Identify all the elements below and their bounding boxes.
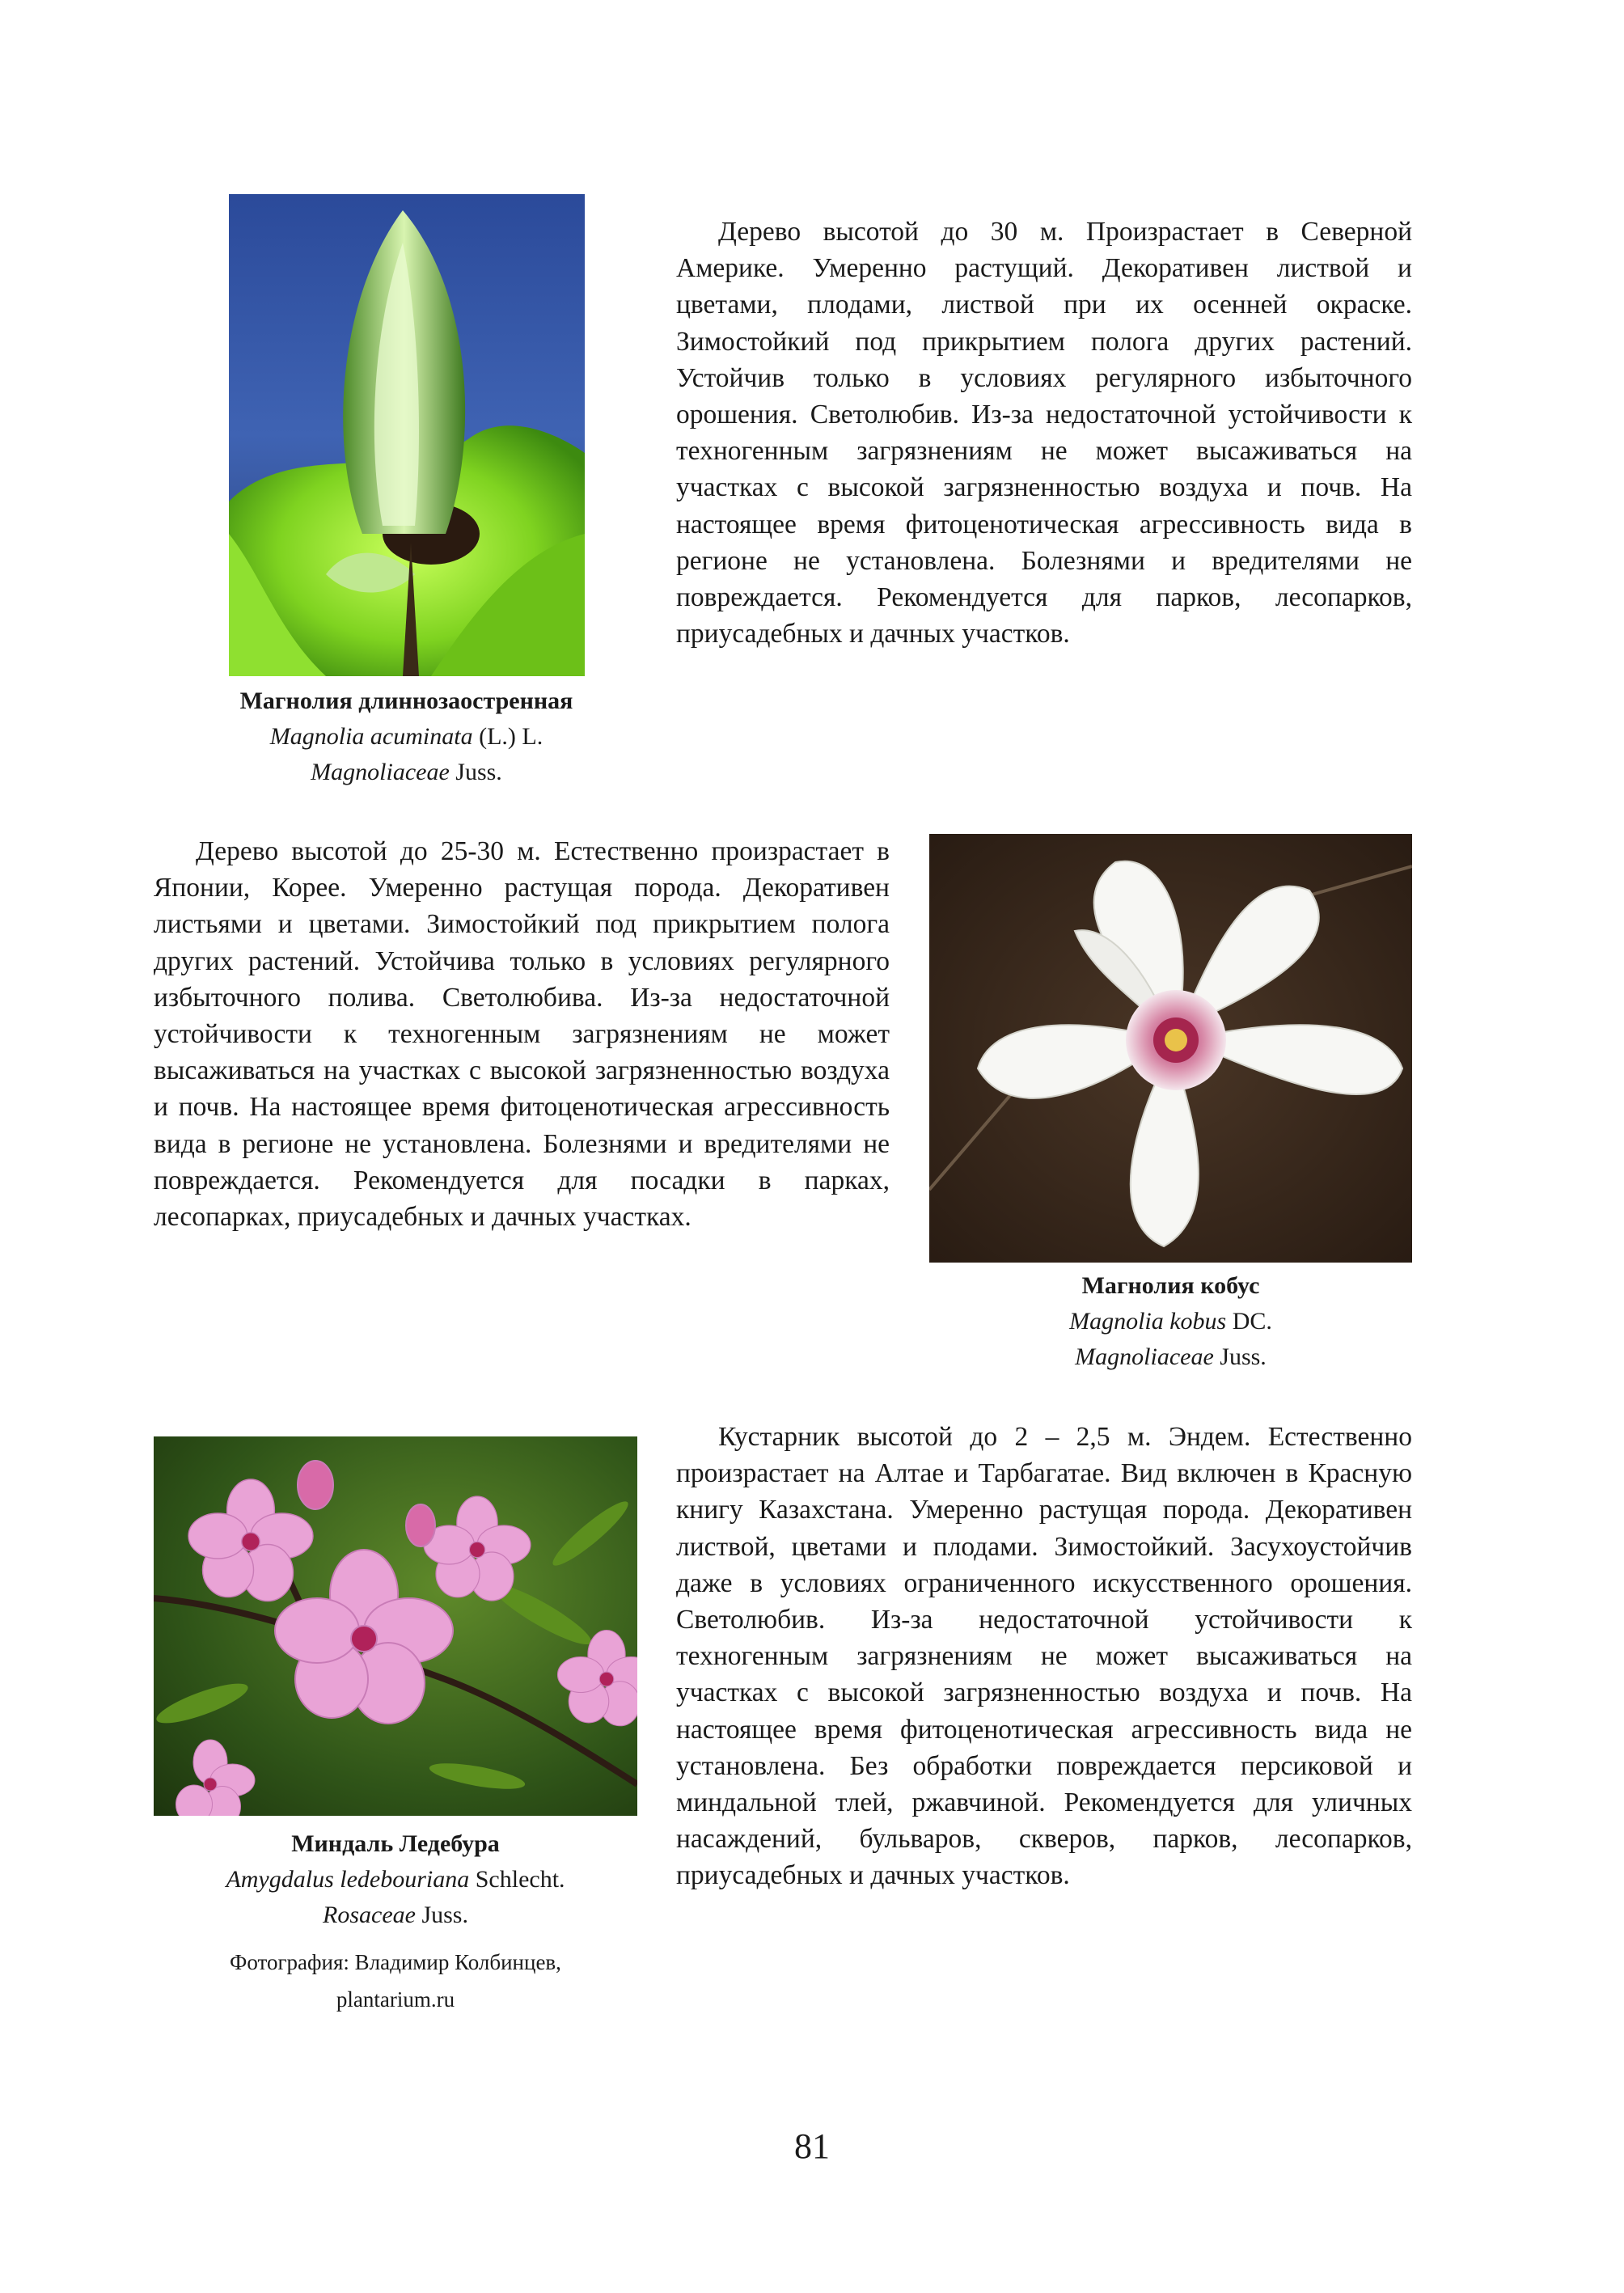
family-latin: Magnoliaceae (1075, 1343, 1214, 1370)
species-binomial: Amygdalus ledebouriana (226, 1866, 470, 1893)
species-binomial: Magnolia kobus (1069, 1308, 1227, 1335)
family-latin: Rosaceae (323, 1902, 416, 1928)
family-name (162, 755, 651, 790)
photo-magnolia-acuminata (229, 194, 585, 676)
photo-credit (154, 1944, 637, 2018)
family-author: Juss. (1213, 1343, 1267, 1370)
photo-amygdalus-ledebouriana (154, 1436, 637, 1816)
species-name-ru: Миндаль Ледебура (291, 1830, 500, 1857)
caption-magnolia-kobus (929, 1268, 1412, 1375)
family-name (929, 1339, 1412, 1375)
photo-credit-source: plantarium.ru (336, 1987, 455, 2012)
photo-credit-author: Фотография: Владимир Колбинцев, (230, 1950, 561, 1974)
species-binomial: Magnolia acuminata (269, 723, 473, 750)
species-author: Schlecht. (469, 1866, 565, 1893)
family-author: Juss. (449, 759, 502, 785)
magnolia-acuminata-illustration (229, 194, 585, 676)
species-author: DC. (1226, 1308, 1272, 1335)
species-name-lat (929, 1304, 1412, 1339)
amygdalus-illustration (154, 1436, 637, 1816)
species-name-lat (154, 1862, 637, 1897)
magnolia-kobus-illustration (929, 834, 1412, 1263)
species-author: (L.) L. (472, 723, 543, 750)
description-amygdalus-ledebouriana: Кустарник высотой до 2 – 2,5 м. Эндем. Естественно произрастает на Алтае и Тарбагатае. Вид включен в Красную книгу Казахстана. Умеренно растущая порода. Декоративен листвой, цветами и плодами. Зимостойкий. Засухоустойчив даже в условиях ограниченного искусственного орошения. Светолюбив. Из-за недостаточной устойчивости к техногенным загрязнениям не может высаживаться на участках с высокой загрязненностью воздуха и почв. На настоящее время фитоценотическая агрессивность вида не установлена. Без обработки повреждается персиковой и миндальной тлей, ржавчиной. Рекомендуется для уличных насаждений, бульваров, скверов, парков, лесопарков, приусадебных и дачных участков. (676, 1422, 1412, 1891)
caption-amygdalus-ledebouriana (154, 1826, 637, 1933)
caption-magnolia-acuminata (162, 683, 651, 790)
description-magnolia-kobus: Дерево высотой до 25-30 м. Естественно произрастает в Японии, Корее. Умеренно растущая порода. Декоративен листьями и цветами. Зимостойкий под прикрытием полога других растений. Устойчива только в условиях регулярного избыточного полива. Светолюбива. Из-за недостаточной устойчивости к техногенным загрязнениям не может высаживаться на участках с высокой загрязненностью воздуха и почв. На настоящее время фитоценотическая агрессивность вида в регионе не установлена. Болезнями и вредителями не повреждается. Рекомендуется для посадки в парках, лесопарках, приусадебных и дачных участках. (154, 836, 890, 1233)
species-name-ru: Магнолия длиннозаостренная (239, 687, 573, 714)
description-magnolia-acuminata: Дерево высотой до 30 м. Произрастает в Северной Америке. Умеренно растущий. Декоративен листвой и цветами, плодами, листвой при их осенней окраске. Зимостойкий под прикрытием полога других растений. Устойчив только в условиях регулярного избыточного орошения. Светолюбив. Из-за недостаточной устойчивости к техногенным загрязнениям не может высаживаться на участках с высокой загрязненностью воздуха и почв. На настоящее время фитоценотическая агрессивность вида в регионе не установлена. Болезнями и вредителями не повреждается. Рекомендуется для парков, лесопарков, приусадебных и дачных участков. (676, 217, 1412, 649)
species-name-ru: Магнолия кобус (1081, 1272, 1260, 1299)
photo-magnolia-kobus (929, 834, 1412, 1263)
page-number: 81 (794, 2126, 830, 2166)
family-name (154, 1897, 637, 1933)
species-name-lat (162, 719, 651, 755)
family-latin: Magnoliaceae (311, 759, 450, 785)
family-author: Juss. (415, 1902, 468, 1928)
